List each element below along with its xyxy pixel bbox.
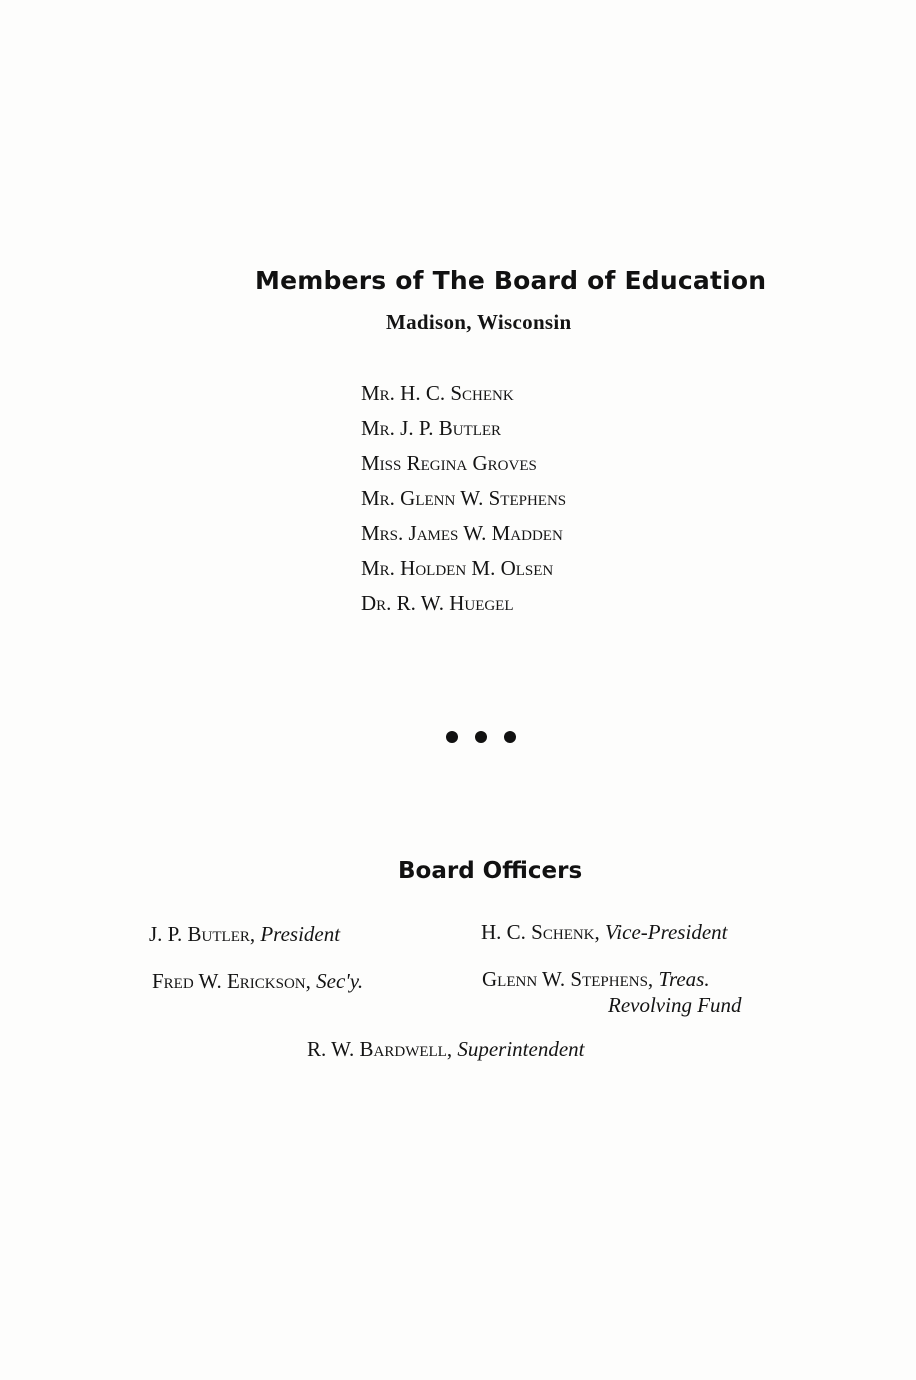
board-member: Miss Regina Groves: [361, 451, 537, 475]
officers-heading: Board Officers: [398, 858, 583, 884]
officer-treasurer: [482, 966, 742, 1018]
board-member: Mr. J. P. Butler: [361, 416, 502, 440]
officer-role: Treas.: [658, 967, 710, 991]
board-member: Mr. H. C. Schenk: [361, 381, 514, 405]
officer-role: Vice-President: [605, 920, 728, 944]
officer-role: President: [260, 922, 341, 946]
officer-secretary: [152, 968, 363, 994]
officer-name: R. W. Bardwell,: [307, 1037, 453, 1061]
officer-role: Superintendent: [457, 1037, 585, 1061]
location-subtitle: Madison, Wisconsin: [386, 310, 572, 334]
board-member-list: [361, 379, 566, 624]
page-title: Members of The Board of Education: [255, 266, 767, 295]
dot-icon: [446, 731, 458, 743]
board-member: Mr. Glenn W. Stephens: [361, 486, 567, 510]
officer-name: Glenn W. Stephens,: [482, 967, 654, 991]
officer-role: Sec'y.: [316, 969, 364, 993]
officer-name: H. C. Schenk,: [481, 920, 600, 944]
dot-icon: [475, 731, 487, 743]
officer-president: [149, 921, 340, 947]
officer-name: J. P. Butler,: [149, 922, 256, 946]
board-member: Mr. Holden M. Olsen: [361, 556, 554, 580]
board-member: Mrs. James W. Madden: [361, 521, 563, 545]
officer-vice-president: [481, 919, 727, 945]
officer-name: Fred W. Erickson,: [152, 969, 311, 993]
dot-icon: [504, 731, 516, 743]
board-member: Dr. R. W. Huegel: [361, 591, 514, 615]
officer-role-detail: Revolving Fund: [608, 993, 742, 1017]
officer-superintendent: [307, 1036, 584, 1062]
three-dots-ornament-icon: [446, 729, 516, 745]
